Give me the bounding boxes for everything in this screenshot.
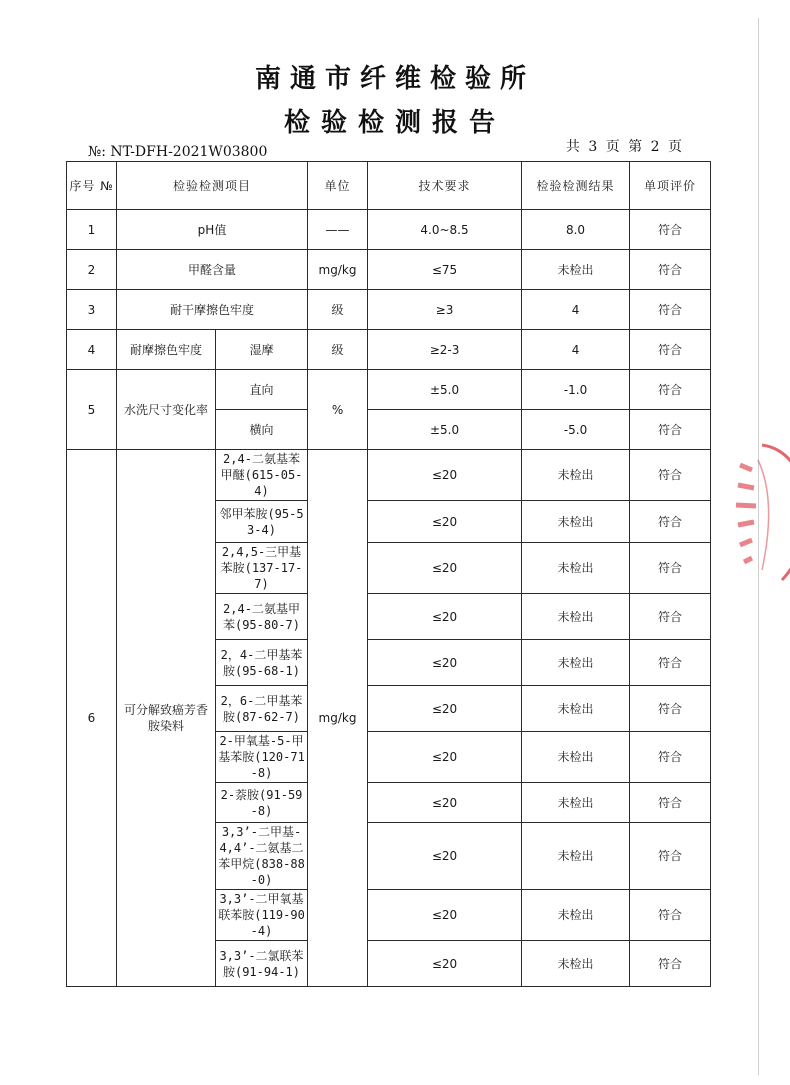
report-number: №: NT-DFH-2021W03800 [88,144,268,160]
row-item: 耐摩擦色牢度 [117,330,216,370]
row-requirement: ≥2-3 [368,330,522,370]
row-sub-item: 邻甲苯胺(95-53-4) [216,501,308,543]
row-requirement: ≤20 [368,890,522,941]
table-row [67,330,711,370]
row-result: 未检出 [522,686,630,732]
row-evaluation: 符合 [630,640,711,686]
row-requirement: ±5.0 [368,370,522,410]
row-result: 未检出 [522,640,630,686]
row-evaluation: 符合 [630,210,711,250]
table-row [67,450,711,501]
row-evaluation: 符合 [630,450,711,501]
header-evaluation: 单项评价 [630,162,711,210]
row-requirement: ≤20 [368,501,522,543]
row-item: 甲醛含量 [117,250,308,290]
row-requirement: ≤20 [368,783,522,823]
row-result: -5.0 [522,410,630,450]
row-result: 4 [522,330,630,370]
row-seq: 6 [67,450,117,987]
row-sub-item: 3,3’-二氯联苯胺(91-94-1) [216,941,308,987]
page-info: 共 3 页 第 2 页 [565,139,684,155]
row-sub-item: 直向 [216,370,308,410]
row-evaluation: 符合 [630,543,711,594]
row-sub-item: 2,4-二氨基甲苯(95-80-7) [216,594,308,640]
row-seq: 2 [67,250,117,290]
row-sub-item: 2-甲氧基-5-甲基苯胺(120-71-8) [216,732,308,783]
row-sub-item: 2,4-二氨基苯甲醚(615-05-4) [216,450,308,501]
row-requirement: ≤20 [368,686,522,732]
row-result: 未检出 [522,250,630,290]
row-requirement: ≤20 [368,450,522,501]
inspection-table [66,161,711,987]
row-evaluation: 符合 [630,686,711,732]
row-seq: 4 [67,330,117,370]
row-seq: 1 [67,210,117,250]
row-seq: 3 [67,290,117,330]
row-result: -1.0 [522,370,630,410]
row-unit: mg/kg [308,250,368,290]
row-sub-item: 3,3’-二甲基-4,4’-二氨基二苯甲烷(838-88-0) [216,823,308,890]
row-requirement: ≤75 [368,250,522,290]
table-row [67,250,711,290]
row-requirement: ≤20 [368,594,522,640]
row-evaluation: 符合 [630,941,711,987]
row-requirement: ≥3 [368,290,522,330]
row-result: 4 [522,290,630,330]
row-result: 未检出 [522,543,630,594]
row-unit: mg/kg [308,450,368,987]
row-sub-item: 2，6-二甲基苯胺(87-62-7) [216,686,308,732]
row-requirement: ±5.0 [368,410,522,450]
report-title: 检验检测报告 [283,108,506,138]
row-result: 未检出 [522,890,630,941]
row-evaluation: 符合 [630,823,711,890]
row-evaluation: 符合 [630,250,711,290]
row-unit: 级 [308,290,368,330]
row-sub-item: 2,4,5-三甲基苯胺(137-17-7) [216,543,308,594]
row-evaluation: 符合 [630,783,711,823]
header-result: 检验检测结果 [522,162,630,210]
row-result: 未检出 [522,823,630,890]
table-header-row [67,162,711,210]
row-result: 未检出 [522,450,630,501]
table-row [67,370,711,410]
row-item: 水洗尺寸变化率 [117,370,216,450]
header-seq: 序号 № [67,162,117,210]
row-result: 未检出 [522,941,630,987]
row-result: 未检出 [522,732,630,783]
row-evaluation: 符合 [630,890,711,941]
row-result: 未检出 [522,501,630,543]
row-sub-item: 3,3’-二甲氧基联苯胺(119-90-4) [216,890,308,941]
row-evaluation: 符合 [630,370,711,410]
table-row [67,290,711,330]
institute-title: 南通市纤维检验所 [254,64,535,94]
row-result: 8.0 [522,210,630,250]
row-unit: % [308,370,368,450]
row-evaluation: 符合 [630,501,711,543]
row-evaluation: 符合 [630,732,711,783]
header-unit: 单位 [308,162,368,210]
red-seal-stamp-icon [722,440,790,590]
row-item: 耐干摩擦色牢度 [117,290,308,330]
row-evaluation: 符合 [630,594,711,640]
row-requirement: ≤20 [368,941,522,987]
row-item: 可分解致癌芳香胺染料 [117,450,216,987]
row-requirement: ≤20 [368,543,522,594]
header-item: 检验检测项目 [117,162,308,210]
row-evaluation: 符合 [630,330,711,370]
row-result: 未检出 [522,783,630,823]
table-row [67,210,711,250]
row-sub-item: 2-萘胺(91-59-8) [216,783,308,823]
row-sub-item: 2，4-二甲基苯胺(95-68-1) [216,640,308,686]
row-result: 未检出 [522,594,630,640]
row-requirement: 4.0~8.5 [368,210,522,250]
row-requirement: ≤20 [368,640,522,686]
header-requirement: 技术要求 [368,162,522,210]
row-requirement: ≤20 [368,823,522,890]
row-requirement: ≤20 [368,732,522,783]
row-evaluation: 符合 [630,410,711,450]
row-evaluation: 符合 [630,290,711,330]
row-unit: 级 [308,330,368,370]
row-sub-item: 湿摩 [216,330,308,370]
row-unit: —— [308,210,368,250]
row-seq: 5 [67,370,117,450]
row-item: pH值 [117,210,308,250]
row-sub-item: 横向 [216,410,308,450]
